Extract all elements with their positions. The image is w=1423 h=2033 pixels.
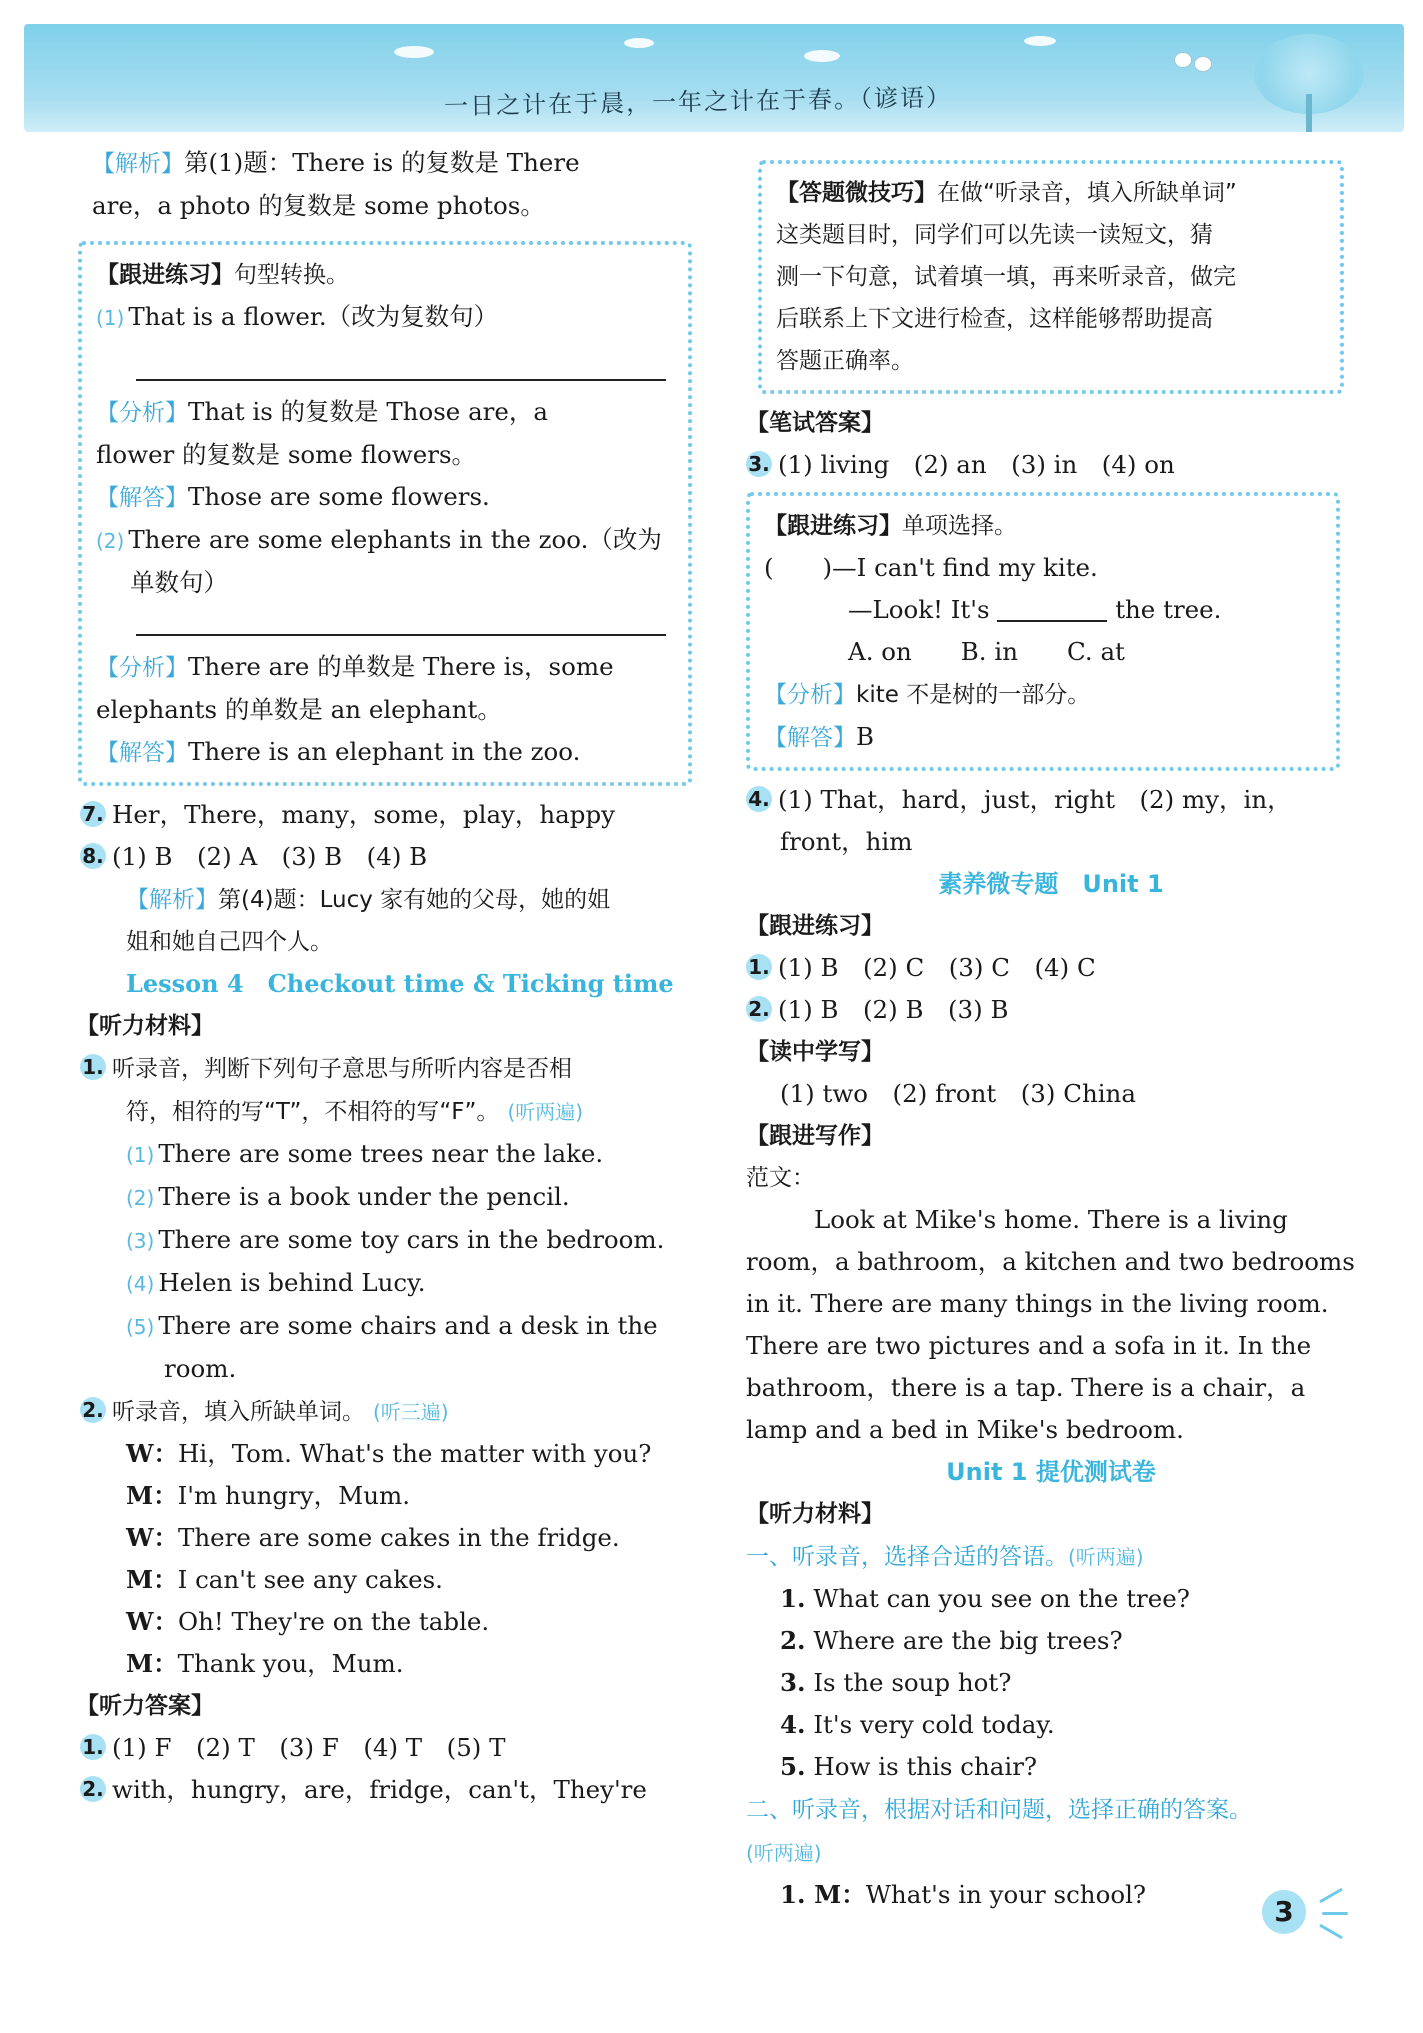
item-no: 5.: [780, 1752, 806, 1781]
follow-up-title: 单项选择。: [902, 513, 1017, 539]
dialog-text: I can't see any cakes.: [177, 1565, 443, 1594]
listen-hint: (听两遍): [507, 1100, 584, 1124]
decor-ray: [1319, 1924, 1343, 1940]
speaker: W：: [126, 1523, 179, 1552]
item-text: How is this chair?: [813, 1752, 1038, 1781]
item-number: 1.: [746, 954, 772, 980]
dialog-text: Thank you，Mum.: [177, 1649, 404, 1678]
follow-up-box: [746, 492, 1340, 771]
analysis-text: There are 的单数是 There is，some: [188, 652, 614, 681]
cloud-icon: [624, 38, 654, 48]
written-answer-label: 【笔试答案】: [746, 410, 884, 436]
tips-text: 测一下句意，试着填一填，再来听录音，做完: [776, 264, 1236, 290]
item-no: 1. M：: [780, 1880, 866, 1909]
answer-text: There is an elephant in the zoo.: [188, 737, 581, 766]
sentence-number: (1): [126, 1143, 155, 1167]
sentence-number: (3): [126, 1229, 155, 1253]
tips-text: 答题正确率。: [776, 348, 914, 374]
item-number: 2.: [80, 1776, 106, 1802]
speaker: M：: [126, 1565, 178, 1594]
follow-up-box: [78, 241, 692, 786]
answer-text: Those are some flowers.: [188, 482, 490, 511]
answer-line: [136, 604, 666, 636]
question-number: (1): [96, 306, 125, 330]
speaker: M：: [126, 1649, 178, 1678]
essay-line: room，a bathroom，a kitchen and two bedrooms: [746, 1247, 1355, 1276]
tips-text: 在做“听录音，填入所缺单词”: [937, 180, 1237, 206]
tree-trunk: [1306, 94, 1312, 132]
part-title: 一、听录音，选择合适的答语。: [746, 1544, 1068, 1570]
answer-text: B: [856, 722, 875, 751]
speaker: M：: [126, 1481, 178, 1510]
item-answer: (1) B (2) C (3) C (4) C: [778, 953, 1096, 982]
item-number: 1.: [80, 1054, 106, 1080]
options: A. on B. in C. at: [848, 637, 1125, 666]
sentence-text: There are some chairs and a desk in the: [158, 1311, 658, 1340]
analysis-label: 【分析】: [96, 400, 188, 426]
page-number: 3: [1262, 1890, 1306, 1934]
part-title: 二、听录音，根据对话和问题，选择正确的答案。: [746, 1797, 1252, 1823]
item-text: Where are the big trees?: [813, 1626, 1123, 1655]
speaker: W：: [126, 1607, 179, 1636]
bird-icon: [1194, 56, 1212, 72]
analysis-label: 【解析】: [92, 151, 184, 177]
writing-label: 【跟进写作】: [746, 1123, 884, 1149]
question-text-cont: 单数句）: [130, 568, 228, 597]
question-text: There are some elephants in the zoo.（改为: [128, 525, 662, 554]
item-answer: (1) F (2) T (3) F (4) T (5) T: [112, 1733, 506, 1762]
analysis-label: 【分析】: [764, 682, 856, 708]
item-answer: Her，There，many，some，play，happy: [112, 800, 615, 829]
cloud-icon: [394, 46, 434, 58]
item-answer: (1) B (2) B (3) B: [778, 995, 1009, 1024]
header-motto: 一日之计在于晨，一年之计在于春。（谚语）: [443, 83, 953, 121]
item-text: What's in your school?: [865, 1880, 1147, 1909]
item-answer: (1) That，hard，just，right (2) my，in，: [778, 785, 1292, 814]
analysis-text: 第(4)题：Lucy 家有她的父母，她的姐: [218, 887, 611, 913]
sentence-text: There is a book under the pencil.: [158, 1182, 570, 1211]
question-number: (2): [96, 529, 125, 553]
answer-line: [136, 339, 666, 381]
sentence-text: Helen is behind Lucy.: [158, 1268, 426, 1297]
tips-text: 后联系上下文进行检查，这样能够帮助提高: [776, 306, 1213, 332]
dialog-text: I'm hungry，Mum.: [177, 1481, 411, 1510]
item-number: 1.: [80, 1734, 106, 1760]
question-text: —Look! It's: [848, 595, 990, 624]
follow-up-label: 【跟进练习】: [746, 913, 884, 939]
item-no: 2.: [780, 1626, 806, 1655]
item-text: What can you see on the tree?: [813, 1584, 1190, 1613]
fill-blank: [997, 596, 1107, 622]
sentence-number: (2): [126, 1186, 155, 1210]
item-answer: (1) living (2) an (3) in (4) on: [778, 450, 1175, 479]
left-column: [76, 142, 692, 1811]
answer-label: 【解答】: [96, 485, 188, 511]
question-text: the tree.: [1115, 595, 1222, 624]
question-text: That is a flower.（改为复数句）: [128, 302, 499, 331]
tips-text: 这类题目时，同学们可以先读一读短文，猜: [776, 222, 1213, 248]
speaker: W：: [126, 1439, 179, 1468]
item-answer-cont: front，him: [780, 827, 913, 856]
follow-up-label: 【跟进练习】: [96, 262, 234, 288]
question-text: 听录音，判断下列句子意思与所听内容是否相: [112, 1056, 572, 1082]
question-text: ( )—I can't find my kite.: [764, 553, 1098, 582]
item-number: 2.: [746, 996, 772, 1022]
item-number: 2.: [80, 1397, 106, 1423]
unit-test-heading: Unit 1 提优测试卷: [946, 1458, 1156, 1486]
essay-line: in it. There are many things in the living room.: [746, 1289, 1329, 1318]
section-heading: 素养微专题 Unit 1: [938, 870, 1164, 898]
question-text: 听录音，填入所缺单词。: [112, 1399, 365, 1425]
dialog-text: Hi，Tom. What's the matter with you?: [178, 1439, 652, 1468]
dialog-text: Oh! They're on the table.: [178, 1607, 490, 1636]
decor-ray: [1322, 1912, 1348, 1915]
item-answer: (1) B (2) A (3) B (4) B: [112, 842, 428, 871]
sentence-text: There are some toy cars in the bedroom.: [158, 1225, 665, 1254]
listen-hint: (听两遍): [746, 1841, 822, 1865]
listen-hint: (听两遍): [1068, 1545, 1144, 1569]
item-text: It's very cold today.: [813, 1710, 1055, 1739]
analysis-text: That is 的复数是 Those are，a: [188, 397, 548, 426]
essay-line: Look at Mike's home. There is a living: [814, 1205, 1288, 1234]
dialog-text: There are some cakes in the fridge.: [178, 1523, 620, 1552]
item-number: 8.: [80, 843, 106, 869]
listening-material-label: 【听力材料】: [76, 1013, 214, 1039]
right-column: [746, 154, 1356, 1916]
tips-box: [758, 160, 1344, 394]
reading-answer: (1) two (2) front (3) China: [780, 1079, 1136, 1108]
analysis-text-cont: elephants 的单数是 an elephant。: [96, 695, 502, 724]
analysis-text-cont: flower 的复数是 some flowers。: [96, 440, 477, 469]
item-answer: with，hungry，are，fridge，can't，They're: [112, 1775, 647, 1804]
bird-icon: [1174, 52, 1192, 68]
item-text: Is the soup hot?: [813, 1668, 1012, 1697]
answer-label: 【解答】: [764, 725, 856, 751]
analysis-text-cont: 姐和她自己四个人。: [126, 929, 333, 955]
lesson-heading: Lesson 4 Checkout time & Ticking time: [126, 969, 674, 998]
item-no: 4.: [780, 1710, 806, 1739]
analysis-text: 第(1)题：There is 的复数是 There: [184, 148, 580, 177]
tips-label: 【答题微技巧】: [776, 180, 937, 206]
item-no: 1.: [780, 1584, 806, 1613]
item-number: 4.: [746, 786, 772, 812]
answer-label: 【解答】: [96, 740, 188, 766]
sentence-number: (5): [126, 1315, 155, 1339]
follow-up-label: 【跟进练习】: [764, 513, 902, 539]
listening-material-label: 【听力材料】: [746, 1501, 884, 1527]
listen-hint: (听三遍): [373, 1400, 449, 1424]
cloud-icon: [1024, 36, 1056, 46]
essay-line: There are two pictures and a sofa in it. In the: [746, 1331, 1312, 1360]
sentence-text-cont: room.: [164, 1354, 237, 1383]
jiexi-line: [92, 142, 692, 185]
item-number: 3.: [746, 451, 772, 477]
analysis-label: 【解析】: [126, 887, 218, 913]
cloud-icon: [804, 50, 840, 62]
essay-line: bathroom，there is a tap. There is a chair，a: [746, 1373, 1306, 1402]
question-text-cont: 符，相符的写“T”，不相符的写“F”。: [126, 1099, 500, 1125]
item-no: 3.: [780, 1668, 806, 1697]
analysis-label: 【分析】: [96, 655, 188, 681]
essay-line: lamp and a bed in Mike's bedroom.: [746, 1415, 1184, 1444]
sentence-text: There are some trees near the lake.: [158, 1139, 604, 1168]
reading-label: 【读中学写】: [746, 1039, 884, 1065]
follow-up-title: 句型转换。: [234, 262, 349, 288]
analysis-text-cont: are，a photo 的复数是 some photos。: [92, 191, 545, 220]
sample-label: 范文：: [746, 1165, 815, 1191]
analysis-text: kite 不是树的一部分。: [856, 682, 1091, 708]
listening-answer-label: 【听力答案】: [76, 1693, 214, 1719]
header-banner: [24, 24, 1404, 132]
item-number: 7.: [80, 801, 106, 827]
sentence-number: (4): [126, 1272, 155, 1296]
